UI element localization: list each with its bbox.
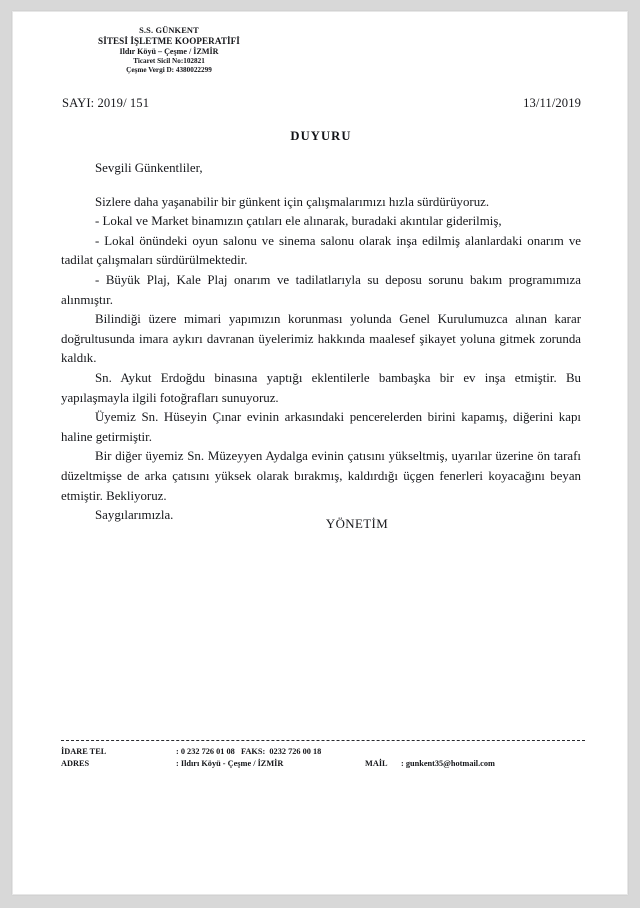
- document-page: [12, 11, 628, 895]
- footer-mail-value: : gunkent35@hotmail.com: [401, 759, 495, 768]
- signature-block: YÖNETİM: [325, 517, 389, 531]
- footer-tel-label: İDARE TEL: [61, 747, 107, 756]
- letterhead-line-2: SİTESİ İŞLETME KOOPERATİFİ: [98, 36, 240, 47]
- letterhead: [59, 26, 279, 75]
- footer-divider: [61, 740, 585, 741]
- letterhead-line-4: Ticaret Sicil No:102821: [133, 57, 205, 66]
- reference-number: SAYI: 2019/ 151: [62, 96, 150, 110]
- letterhead-line-1: S.S. GÜNKENT: [139, 26, 199, 35]
- paragraph-5: Bilindiği üzere mimari yapımızın korunması yolunda Genel Kurulumuzca alınan karar doğrultusunda imara aykırı davranan üyelerimiz hakkında maalesef şikayet yoluna gitmek zorunda kaldık.: [61, 312, 581, 366]
- paragraph-3: - Lokal önündeki oyun salonu ve sinema salonu olarak inşa edilmiş alanlardaki onarım ve tadilat çalışmaları sürdürülmektedir.: [61, 233, 581, 268]
- page-content: [13, 12, 628, 895]
- paragraph-6: Sn. Aykut Erdoğdu binasına yaptığı eklentilerle bambaşka bir ev inşa etmiştir. Bu yapılaşmayla ilgili fotoğrafları sunuyoruz.: [61, 370, 581, 405]
- document-body: [61, 159, 581, 526]
- document-title: DUYURU: [290, 129, 352, 143]
- greeting: Sevgili Günkentliler,: [95, 161, 203, 175]
- paragraph-8: Bir diğer üyemiz Sn. Müzeyyen Aydalga evinin çatısını yükseltmiş, uyarılar üzerine ön tarafı düzeltmişse de arka çatısını yüksek olarak bırakmış, kaldırdığı üçgen fenerleri koyacağını beyan etmiştir. Bekliyoruz.: [61, 449, 581, 503]
- paragraph-4: - Büyük Plaj, Kale Plaj onarım ve tadilatlarıyla su deposu sorunu bakım programımıza alınmıştır.: [61, 272, 581, 307]
- reference-row: [13, 96, 628, 112]
- paragraph-1: Sizlere daha yaşanabilir bir günkent için çalışmalarımızı hızla sürdürüyoruz.: [95, 194, 490, 209]
- letterhead-line-3: Ildır Köyü – Çeşme / İZMİR: [119, 47, 219, 57]
- footer-address-value: : Ildırı Köyü - Çeşme / İZMİR: [176, 759, 284, 768]
- footer-row-address: [61, 758, 585, 770]
- footer-row-tel: [61, 746, 585, 758]
- footer-tel-value: : 0 232 726 01 08 FAKS: 0232 726 00 18: [176, 747, 322, 756]
- paragraph-2: - Lokal ve Market binamızın çatıları ele alınarak, buradaki akıntılar giderilmiş,: [95, 214, 502, 229]
- letterhead-line-5: Çeşme Vergi D: 4380022299: [126, 65, 212, 74]
- paragraph-9: Saygılarımızla.: [95, 508, 174, 523]
- paragraph-7: Üyemiz Sn. Hüseyin Çınar evinin arkasındaki pencerelerden birini kapamış, diğerini kapı haline getirmiştir.: [61, 410, 581, 444]
- footer-address-label: ADRES: [61, 759, 90, 768]
- footer: [61, 740, 585, 770]
- footer-contact-grid: [61, 746, 585, 770]
- footer-mail-label: MAİL: [365, 759, 388, 768]
- document-date: 13/11/2019: [523, 96, 581, 110]
